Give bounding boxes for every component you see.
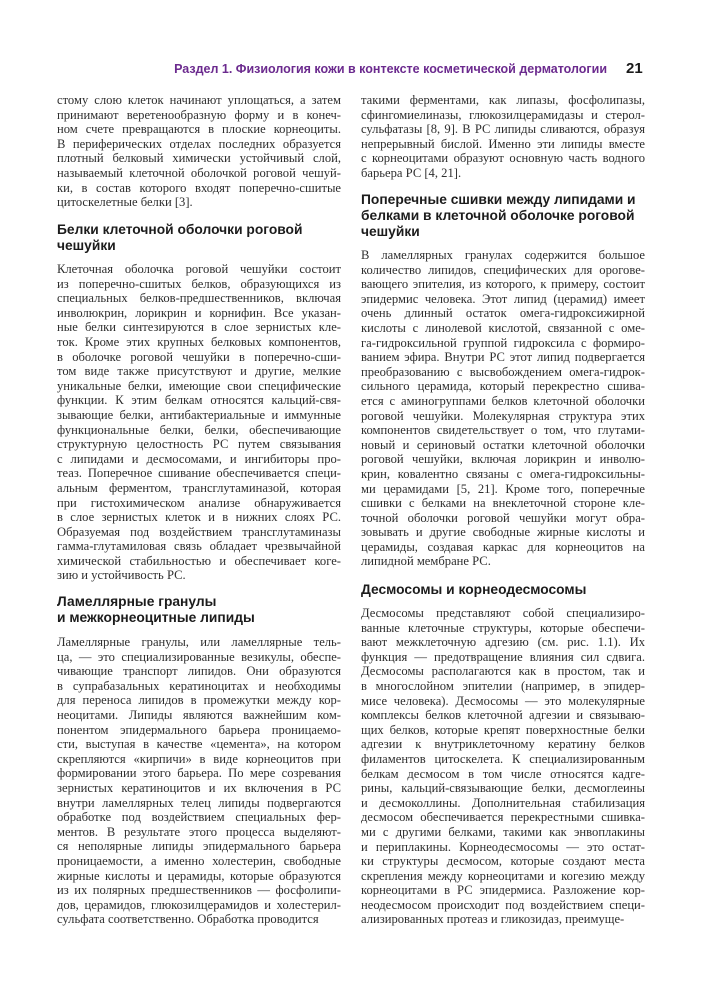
text-line: филаментов цитоскелета. К специализированным [361, 751, 645, 766]
text-line: Десмосомы представляют собой специализиро- [361, 606, 645, 620]
text-line: компонентов свидетельствует о том, что глутами- [361, 423, 645, 438]
text-line: Клеточная оболочка роговой чешуйки состоит [57, 262, 341, 276]
text-line: десмосом обеспечивается перекрестными сшивка- [361, 810, 645, 825]
text-line: вают межклеточную адгезию (см. рис. 1.1). Их [361, 635, 645, 650]
text-line: функция — предотвращение влияния сил сдвига. [361, 649, 645, 664]
text-line: кислоты с линолевой кислотой, связанной с оме- [361, 320, 645, 335]
text-line: адгезии к внутриклеточному кератину белков [361, 737, 645, 752]
paragraph-enzymes-continued [361, 93, 645, 181]
text-line: количество липидов, специфических для орогове- [361, 262, 645, 277]
text-line: ализированных протеаз и гликозидаз, преимуще- [361, 912, 625, 927]
heading-line: чешуйки [57, 238, 116, 253]
text-line: скрепляются «кирпичи» в виде корнеоцитов при [57, 751, 341, 766]
text-line: щих белков, которые крепят поверхностные белки [361, 722, 645, 737]
text-line: альным ферментом, трансглутаминазой, которая [57, 480, 341, 495]
text-line: В ламеллярных гранулах содержится большое [361, 248, 645, 262]
text-line: в слое зернистых клеток и в нижних слоях РС. [57, 510, 341, 525]
paragraph-cornified-envelope [57, 262, 341, 583]
text-line: Образуемая под воздействием трансглутаминазы [57, 524, 341, 539]
text-line: зию и устойчивость РС. [57, 568, 186, 583]
page-number: 21 [626, 60, 643, 77]
text-line: при гистохимическом анализе обнаруживается [57, 495, 341, 510]
text-line: ми церамидами [5, 21]. Кроме того, поперечные [361, 481, 645, 496]
text-line: зернистых кератиноцитов и их включения в РС [57, 780, 341, 795]
text-line: ки, в состав которого входят поперечно-сшитые [57, 180, 341, 195]
paragraph-lamellar-granules [57, 635, 341, 927]
text-line: сшивки с белками на внеклеточной стороне кле- [361, 496, 645, 511]
text-line: цитоскелетные белки [3]. [57, 195, 193, 210]
text-line: жирные кислоты и церамиды, которые образуются [57, 868, 341, 883]
text-line: роговой чешуйки. Молекулярная структура этих [361, 408, 645, 423]
text-line: химической стабильностью и обеспечивает коге- [57, 553, 341, 568]
text-line: комплексы белков клеточной адгезии и связываю- [361, 708, 645, 723]
heading-lamellar-granules [57, 594, 341, 626]
text-line: В периферических отделах последних образуется [57, 136, 341, 151]
text-line: с липидами и десмосомами, и ингибиторы про- [57, 451, 341, 466]
text-line: обработке под воздействием специальных фер- [57, 810, 341, 825]
text-line: ки структуры десмосом, которые создают места [361, 854, 645, 869]
text-line: специальных белков-предшественников, включая [57, 291, 341, 306]
paragraph-desmosomes [361, 606, 645, 927]
text-line: вающего эпителия, из которого, к примеру, состоит [361, 277, 645, 292]
text-line: инволюкрин, лорикрин и корнифин. Все указан- [57, 305, 341, 320]
text-line: внутри ламеллярных телец липиды подвергаются [57, 795, 341, 810]
text-line: стому слою клеток начинают уплощаться, а затем [57, 93, 341, 107]
text-line: неоцитами. Липиды являются важнейшим ком- [57, 707, 341, 722]
text-line: функции. К этим белкам относятся кальций-свя- [57, 393, 341, 408]
heading-line: чешуйки [361, 224, 420, 239]
text-line: ся неполярные липиды эпидермального барьера [57, 839, 341, 854]
text-line: называемый клеточной оболочкой роговой чешуй- [57, 165, 341, 180]
text-line: ментов. В результате этого процесса выделяют- [57, 824, 341, 839]
text-line: сти, выступая в качестве «цемента», на котором [57, 737, 341, 752]
text-line: очень длинный остаток омега-гидроксижирной [361, 306, 645, 321]
text-line: такими ферментами, как липазы, фосфолипазы, [361, 93, 645, 107]
heading-lipid-protein-crosslinks [361, 192, 645, 240]
text-line: скрепления между корнеоцитами и когезию между [361, 868, 645, 883]
text-line: из поперечно-сшитых белков, образующихся из [57, 276, 341, 291]
text-line: с корнеоцитами образуют основную часть водного [361, 151, 645, 166]
text-line: преобразованию с высвобождением омега-гидрок- [361, 364, 645, 379]
running-header-title: Раздел 1. Физиология кожи в контексте косметической дерматологии [174, 62, 607, 76]
text-line: сульфата соответственно. Обработка проводится [57, 912, 319, 927]
text-line: Ламеллярные гранулы, или ламеллярные тель- [57, 635, 341, 649]
text-line: ется с аминогруппами белков клеточной оболочки [361, 393, 645, 408]
text-line: сфингомиелиназы, глюкозилцерамидазы и стерол- [361, 107, 645, 122]
text-line: дов, церамидов, глюкозилцерамидов и холестерил- [57, 897, 341, 912]
text-line: и десмоколлины. Дополнительная стабилизация [361, 795, 645, 810]
text-line: из их полярных предшественников — фосфолипи- [57, 883, 341, 898]
text-line: уникальные белки, имеющие свои специфические [57, 378, 341, 393]
paragraph-lipid-protein-crosslinks [361, 248, 645, 569]
text-line: зовывать и другие свободные жирные кислоты и [361, 525, 645, 540]
text-line: гамма-глутамиловая связь обладает чрезвычайной [57, 539, 341, 554]
text-line: теаз. Поперечное сшивание обеспечивается специ- [57, 466, 341, 481]
text-line: сильного церамида, который перекрестно сшива- [361, 379, 645, 394]
text-line: Десмосомы располагаются как в простом, так и [361, 664, 645, 679]
heading-line: и межкорнеоцитные липиды [57, 610, 255, 625]
text-line: эпидермис человека. Этот липид (церамид) имеет [361, 291, 645, 306]
text-line: ванные клеточные структуры, которые обеспечи- [361, 620, 645, 635]
text-line: липидной мембране РС. [361, 554, 491, 569]
text-line: в многослойном эпителии (например, в эпидер- [361, 678, 645, 693]
text-line: крин, ковалентно связаны с омега-гидроксильны- [361, 466, 645, 481]
text-line: ные белки синтезируются в слое зернистых кле- [57, 320, 341, 335]
text-line: чивающие транспорт липидов. Они образуются [57, 664, 341, 679]
text-line: том виде также присутствуют и другие, мелкие [57, 364, 341, 379]
text-line: в супрабазальных кератиноцитах и необходимы [57, 678, 341, 693]
heading-line: Десмосомы и корнеодесмосомы [361, 582, 587, 597]
text-line: ванием эфира. Внутри РС этот липид подвергается [361, 350, 645, 365]
text-line: понентом эпидермального барьера проницаемо- [57, 722, 341, 737]
paragraph-intro-continued [57, 93, 341, 210]
text-line: ца, — это специализированные везикулы, обеспе- [57, 649, 341, 664]
heading-line: Поперечные сшивки между липидами и [361, 192, 636, 207]
text-line: сульфатазы [8, 9]. В РС липиды сливаются, образуя [361, 122, 645, 137]
text-line: рины, кальций-связывающие белки, десмоглеины [361, 781, 645, 796]
text-line: в оболочке роговой чешуйки в поперечно-сши- [57, 349, 341, 364]
text-line: церамиды, создавая каркас для корнеоцитов на [361, 539, 645, 554]
heading-line: Белки клеточной оболочки роговой [57, 222, 303, 237]
text-line: ток. Кроме этих крупных белковых компонентов, [57, 334, 341, 349]
text-line: белкам десмосом в том числе относятся кадге- [361, 766, 645, 781]
text-line: ном счете превращаются в плоские корнеоциты. [57, 122, 341, 137]
text-line: функциональные белки, белки, обеспечивающие [57, 422, 341, 437]
text-line: формировании этого барьера. По мере созревания [57, 766, 341, 781]
text-line: и периплакины. Корнеодесмосомы — это остат- [361, 839, 645, 854]
text-line: зывающие белки, антибактериальные и иммунные [57, 407, 341, 422]
text-line: точной оболочки роговой чешуйки могут обра- [361, 510, 645, 525]
text-line: ми с другими белками, такими как энвоплакины [361, 824, 645, 839]
text-line: корнеоцитами в РС эпидермиса. Разложение кор- [361, 883, 645, 898]
text-line: барьера РС [4, 21]. [361, 165, 462, 180]
heading-line: белками в клеточной оболочке роговой [361, 208, 635, 223]
text-line: мисе человека). Десмосомы — это молекулярные [361, 693, 645, 708]
heading-line: Ламеллярные гранулы [57, 594, 217, 609]
heading-desmosomes [361, 582, 645, 598]
text-line: структурную целостность РС путем связывания [57, 437, 341, 452]
text-line: непрерывный бислой. Именно эти липиды вместе [361, 136, 645, 151]
text-line: плотный белковый химически устойчивый слой, [57, 151, 341, 166]
text-line: для переноса липидов в промежутки между кор- [57, 693, 341, 708]
text-line: неодесмосом происходит под воздействием специ- [361, 897, 645, 912]
heading-cornified-envelope-proteins [57, 222, 341, 254]
text-line: новый и сериновый остатки клеточной оболочки [361, 437, 645, 452]
text-line: га-гидроксильной группой гидроксила с формиро- [361, 335, 645, 350]
text-line: проницаемости, а именно холестерин, свободные [57, 853, 341, 868]
text-line: принимают веретенообразную форму и в конеч- [57, 107, 341, 122]
text-line: роговой чешуйки, включая лорикрин и инволю- [361, 452, 645, 467]
